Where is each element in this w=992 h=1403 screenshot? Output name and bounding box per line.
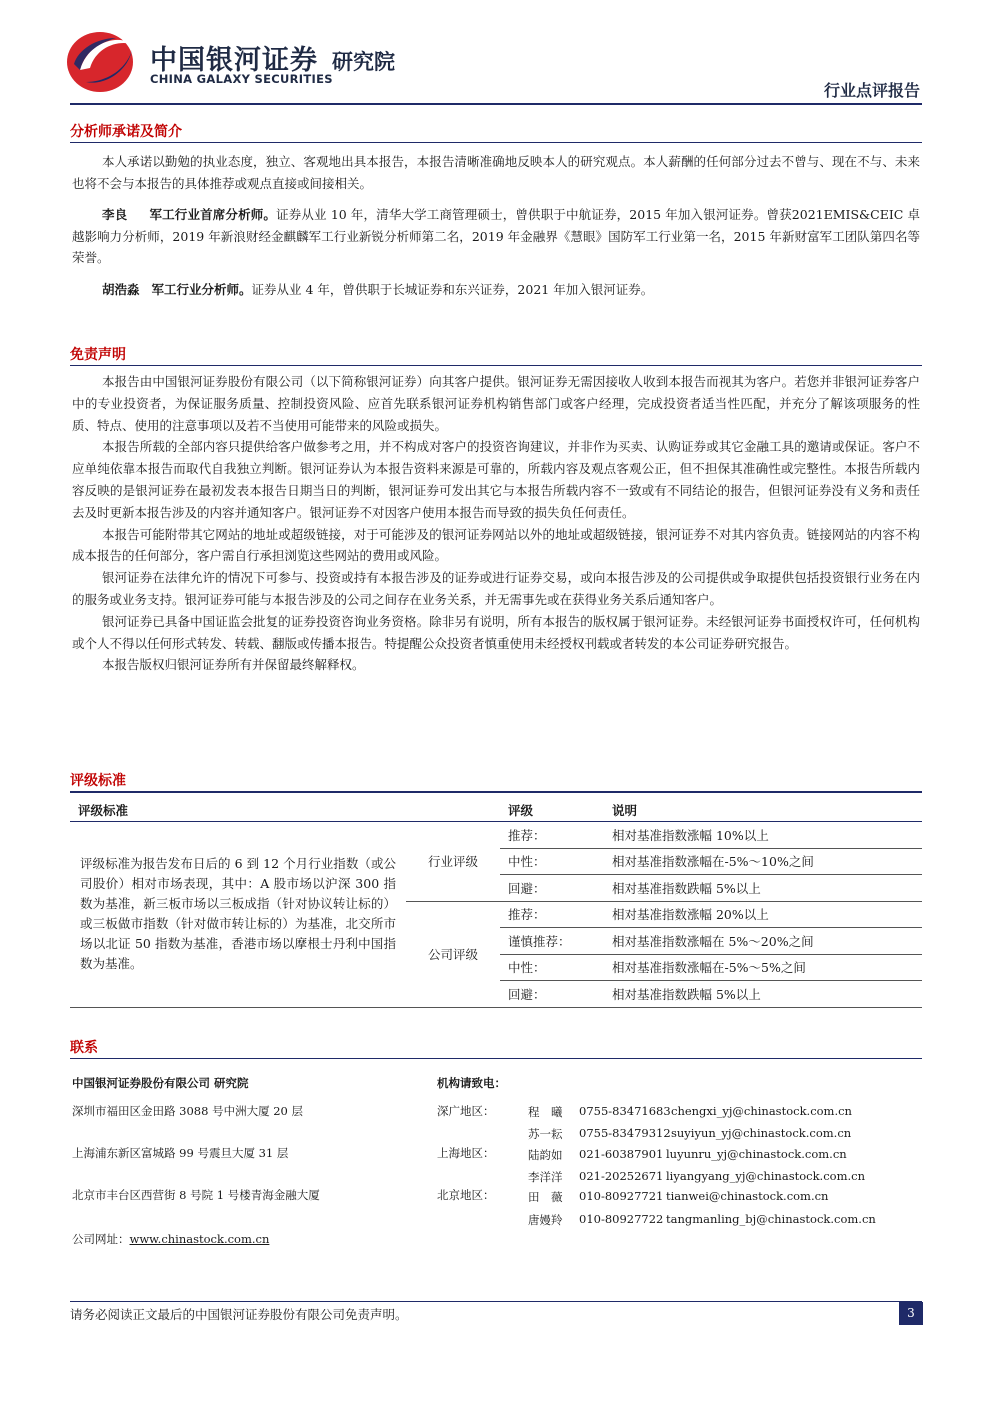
disclaimer-title: 免责声明 xyxy=(70,347,126,363)
analyst-role: 军工行业首席分析师。 xyxy=(149,207,277,222)
contact-section-title: 联系 xyxy=(70,1040,98,1056)
contact-phone: 010-80927722 xyxy=(579,1212,664,1226)
analyst-bio: 证券从业 10 年，清华大学工商管理硕士，曾供职于中航证券，2015 年加入银河证券。曾获2021EMIS&CEIC 卓越影响力分析师，2019 年新浪财经金麒麟军工行业新锐分析师第二名，2019 年金融界《慧眼》国防军工行业第一名，2015 年新财富军工团队第四名等荣誉。 xyxy=(72,207,920,265)
rating-description: 相对基准指数涨幅在-5%～5%之间 xyxy=(604,954,922,981)
analyst-name: 李良 xyxy=(102,207,128,222)
contact-phone: 0755-83479312 xyxy=(579,1126,671,1140)
contact-company: 中国银河证券股份有限公司 研究院 xyxy=(72,1076,249,1090)
contact-email[interactable]: chengxi_yj@chinastock.com.cn xyxy=(671,1104,852,1118)
footer-divider xyxy=(70,1301,922,1302)
rating-description: 相对基准指数涨幅在-5%～10%之间 xyxy=(604,848,922,875)
contact-phone: 021-60387901 xyxy=(579,1147,664,1161)
rating-description: 相对基准指数涨幅 10%以上 xyxy=(604,822,922,849)
region-label: 上海地区： xyxy=(437,1146,495,1160)
contact-name: 田 薇 xyxy=(528,1190,563,1204)
disclaimer-paragraph: 银河证券在法律允许的情况下可参与、投资或持有本报告涉及的证券或进行证券交易，或向本报告涉及的公司提供或争取提供包括投资银行业务在内的服务或业务支持。银河证券可能与本报告涉及的公司之间存在业务关系，并无需事先或在获得业务关系后通知客户。 xyxy=(72,570,920,607)
page-number: 3 xyxy=(899,1302,923,1325)
disclaimer-paragraph: 本报告所载的全部内容只提供给客户做参考之用，并不构成对客户的投资咨询建议，并非作为买卖、认购证券或其它金融工具的邀请或保证。客户不应单纯依靠本报告而取代自我独立判断。银河证券认为本报告资料来源是可靠的，所载内容及观点客观公正，但不担保其准确性或完整性。本报告所载内容反映的是银河证券在最初发表本报告日期当日的判断，银河证券可发出其它与本报告所载内容不一致或有不同结论的报告，但银河证券没有义务和责任去及时更新本报告涉及的内容并通知客户。银河证券不对因客户使用本报告而导致的损失负任何责任。 xyxy=(72,439,920,520)
report-type: 行业点评报告 xyxy=(823,81,920,100)
contact-email[interactable]: suyiyun_yj@chinastock.com.cn xyxy=(671,1126,852,1140)
analyst-section-title: 分析师承诺及简介 xyxy=(70,124,182,140)
contact-email[interactable]: tianwei@chinastock.com.cn xyxy=(666,1189,829,1203)
institution-contact-title: 机构请致电： xyxy=(437,1076,506,1090)
contact-email[interactable]: luyunru_yj@chinastock.com.cn xyxy=(666,1147,847,1161)
rating-value: 中性： xyxy=(500,848,604,875)
brand-name-cn: 中国银河证券 xyxy=(150,45,318,76)
rating-value: 回避： xyxy=(500,981,604,1008)
rating-description: 相对基准指数跌幅 5%以上 xyxy=(604,981,922,1008)
disclaimer-divider xyxy=(70,365,922,366)
analyst-bio: 证券从业 4 年，曾供职于长城证券和东兴证券，2021 年加入银河证券。 xyxy=(251,281,654,297)
region-label: 北京地区： xyxy=(437,1188,495,1202)
analyst-section-body xyxy=(72,151,920,300)
contact-email[interactable]: tangmanling_bj@chinastock.com.cn xyxy=(666,1212,876,1226)
rating-header-description: 说明 xyxy=(604,799,922,822)
region-label: 深广地区： xyxy=(437,1104,495,1118)
disclaimer-paragraph: 本报告版权归银河证券所有并保留最终解释权。 xyxy=(102,657,365,673)
rating-section-title: 评级标准 xyxy=(70,773,126,789)
analyst-commitment: 本人承诺以勤勉的执业态度，独立、客观地出具本报告，本报告清晰准确地反映本人的研究观点。本人薪酬的任何部分过去不曾与、现在不与、未来也将不会与本报告的具体推荐或观点直接或间接相关。 xyxy=(72,154,920,191)
rating-standard-text: 评级标准为报告发布日后的 6 到 12 个月行业指数（或公司股价）相对市场表现，其中：A 股市场以沪深 300 指数为基准，新三板市场以三板成指（针对协议转让标的）或三板做市指数（针对做市转让标的）为基准，北交所市场以北证 50 指数为基准，香港市场以摩根士丹利中国指数为基准。 xyxy=(70,822,406,1008)
disclaimer-paragraph: 银河证券已具备中国证监会批复的证券投资咨询业务资格。除非另有说明，所有本报告的版权属于银河证券。未经银河证券书面授权许可，任何机构或个人不得以任何形式转发、转载、翻版或传播本报告。特提醒公众投资者慎重使用未经授权刊载或者转发的本公司证券研究报告。 xyxy=(72,613,920,651)
industry-rating-label: 行业评级 xyxy=(406,822,500,902)
website-link[interactable]: www.chinastock.com.cn xyxy=(129,1232,270,1246)
rating-value: 推荐： xyxy=(500,901,604,928)
contact-name: 程 曦 xyxy=(528,1105,563,1119)
disclaimer-paragraph: 本报告由中国银河证券股份有限公司（以下简称银河证券）向其客户提供。银河证券无需因接收人收到本报告而视其为客户。若您并非银河证券客户中的专业投资者，为保证服务质量、控制投资风险、应首先联系银河证券机构销售部门或客户经理，完成投资者适当性匹配，并充分了解该项服务的性质、特点、使用的注意事项以及若不当使用可能带来的风险或损失。 xyxy=(72,374,920,433)
brand-name-en: CHINA GALAXY SECURITIES xyxy=(150,72,333,86)
address-shanghai: 上海浦东新区富城路 99 号震旦大厦 31 层 xyxy=(72,1146,289,1160)
contact-name: 陆韵如 xyxy=(528,1148,563,1162)
contact-name: 苏一耘 xyxy=(528,1127,563,1141)
galaxy-logo-icon xyxy=(66,30,138,94)
contact-email[interactable]: liyangyang_yj@chinastock.com.cn xyxy=(666,1169,865,1183)
address-shenzhen: 深圳市福田区金田路 3088 号中洲大厦 20 层 xyxy=(72,1104,304,1118)
disclaimer-paragraph: 本报告可能附带其它网站的地址或超级链接，对于可能涉及的银河证券网站以外的地址或超级链接，银河证券不对其内容负责。链接网站的内容不构成本报告的任何部分，客户需自行承担浏览这些网站的费用或风险。 xyxy=(72,526,920,564)
analyst-entry xyxy=(72,204,920,269)
table-row xyxy=(70,822,922,849)
rating-value: 中性： xyxy=(500,954,604,981)
company-rating-label: 公司评级 xyxy=(406,901,500,1007)
contact-name: 李洋洋 xyxy=(528,1170,563,1184)
header-divider xyxy=(70,103,922,105)
contact-phone: 0755-83471683 xyxy=(579,1104,671,1118)
analyst-section-divider xyxy=(70,142,922,143)
rating-value: 谨慎推荐： xyxy=(500,928,604,955)
rating-table-header xyxy=(70,799,922,822)
contact-section-divider xyxy=(70,1058,922,1059)
rating-description: 相对基准指数涨幅在 5%～20%之间 xyxy=(604,928,922,955)
analyst-role: 军工行业分析师。 xyxy=(151,281,252,297)
footer-notice: 请务必阅读正文最后的中国银河证券股份有限公司免责声明。 xyxy=(70,1307,408,1322)
contact-name: 唐嫚羚 xyxy=(528,1213,563,1227)
rating-description: 相对基准指数跌幅 5%以上 xyxy=(604,875,922,902)
analyst-entry xyxy=(72,279,920,301)
website-line xyxy=(72,1231,269,1247)
contact-phone: 021-20252671 xyxy=(579,1169,664,1183)
disclaimer-body xyxy=(72,371,920,676)
website-label: 公司网址： xyxy=(72,1232,130,1246)
rating-value: 推荐： xyxy=(500,822,604,849)
rating-header-standard: 评级标准 xyxy=(70,799,500,822)
rating-description: 相对基准指数涨幅 20%以上 xyxy=(604,901,922,928)
analyst-name: 胡浩淼 xyxy=(102,281,140,297)
rating-value: 回避： xyxy=(500,875,604,902)
address-beijing: 北京市丰台区西营街 8 号院 1 号楼青海金融大厦 xyxy=(72,1188,320,1202)
rating-section-divider xyxy=(70,791,922,793)
brand-institute: 研究院 xyxy=(332,50,395,74)
contact-phone: 010-80927721 xyxy=(579,1189,664,1203)
rating-header-rating: 评级 xyxy=(500,799,604,822)
rating-table xyxy=(70,799,922,1008)
